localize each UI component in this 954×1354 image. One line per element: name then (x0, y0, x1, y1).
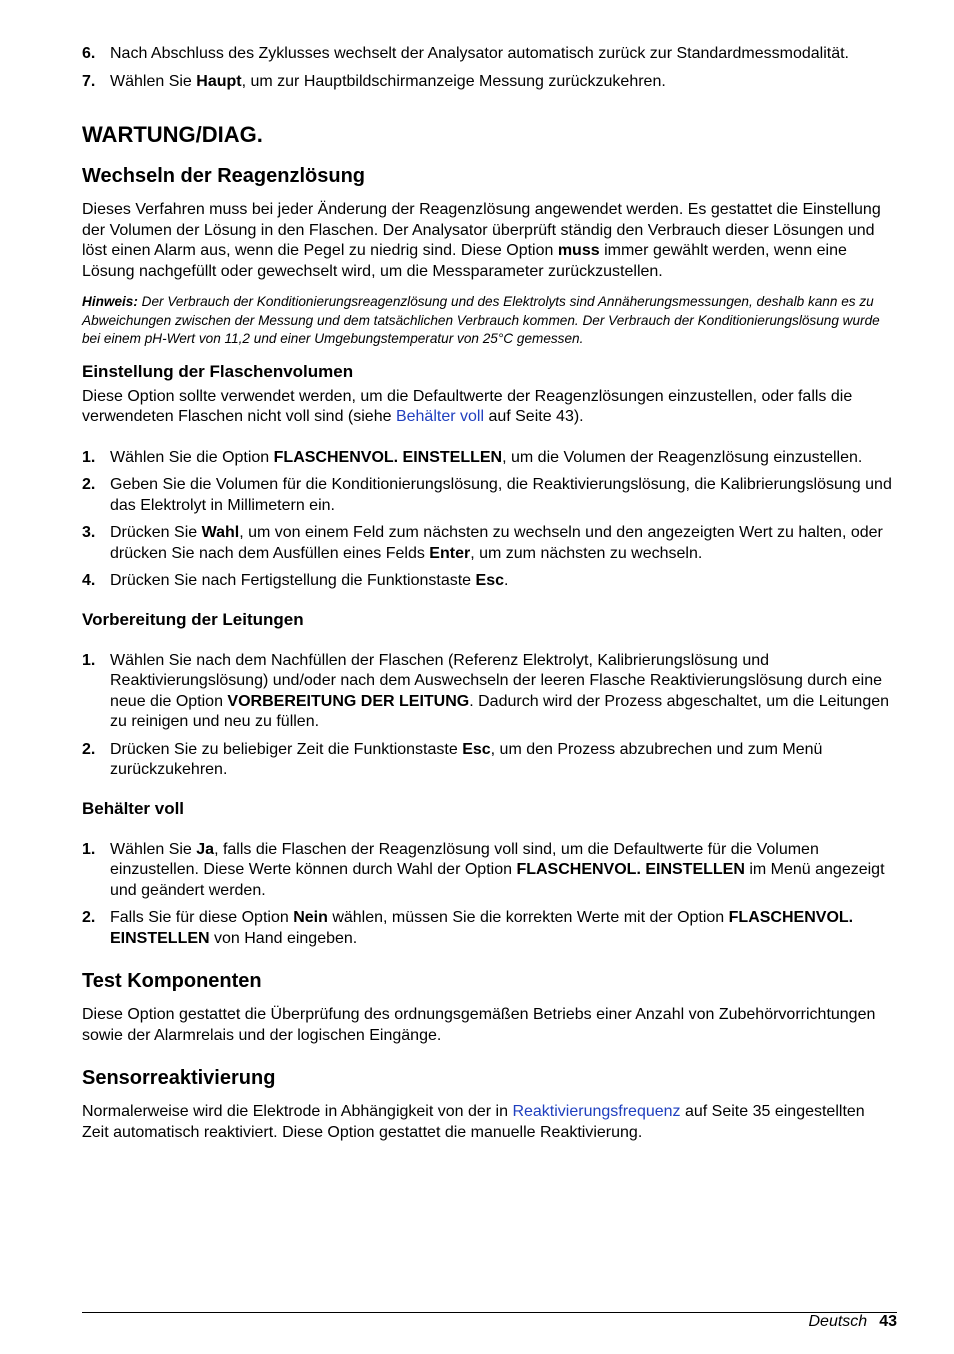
list-text: Drücken Sie Wahl, um von einem Feld zum nächsten zu wechseln und den angezeigten Wert zu halten, oder drücken Sie nach dem Ausfüllen eines Felds Enter, um zum nächsten zu wechseln. (110, 524, 883, 562)
list-number: 1. (82, 448, 96, 466)
list-item (82, 523, 892, 564)
heading-flaschenvolumen: Einstellung der Flaschenvolumen (82, 361, 354, 381)
list-item (82, 44, 892, 65)
paragraph-flaschenvolumen: Diese Option sollte verwendet werden, um die Defaultwerte der Reagenzlösungen einzustellen, oder falls die verwendeten Flaschen nicht voll sind (siehe Behälter voll auf Seite 43). (82, 387, 853, 425)
footer-language: Deutsch (808, 1313, 868, 1330)
page-footer (809, 1313, 898, 1331)
heading-behaelter-voll: Behälter voll (82, 798, 185, 818)
list-text: Wählen Sie Haupt, um zur Hauptbildschirmanzeige Messung zurückzukehren. (110, 72, 666, 90)
heading-reagenz: Wechseln der Reagenzlösung (82, 165, 366, 187)
heading-leitungen: Vorbereitung der Leitungen (82, 609, 304, 629)
list-item (82, 740, 892, 781)
list-text: Wählen Sie nach dem Nachfüllen der Flaschen (Referenz Elektrolyt, Kalibrierungslösung und Reaktivierungslösung) und/oder nach dem Auswechseln der leeren Flasche Reaktivierungslösung durch eine neue die Option VORBEREITUNG DER LEITUNG. Dadurch wird der Prozess abgeschaltet, um die Leitungen zu reinigen und neu zu füllen. (110, 651, 890, 730)
list-item (82, 475, 892, 516)
section-title: WARTUNG/DIAG. (82, 122, 263, 147)
list-item (82, 908, 892, 949)
heading-test-komponenten: Test Komponenten (82, 970, 262, 992)
list-item (82, 571, 892, 592)
list-number: 1. (82, 840, 96, 858)
list-number: 2. (82, 740, 96, 758)
list-number: 2. (82, 909, 96, 926)
paragraph-test-komponenten: Diese Option gestattet die Überprüfung des ordnungsgemäßen Betriebs einer Anzahl von Zubehörvorrichtungen sowie der Alarmrelais und der logischen Eingänge. (82, 1006, 876, 1044)
list-number: 2. (82, 476, 96, 493)
list-number: 4. (82, 572, 96, 589)
list-text: Wählen Sie Ja, falls die Flaschen der Reagenzlösung voll sind, um die Defaultwerte für die Volumen einzustellen. Diese Werte können durch Wahl der Option FLASCHENVOL. EINSTELLEN im Menü angezeigt und geändert werden. (110, 840, 885, 899)
list-number: 1. (82, 651, 96, 669)
page-content (82, 44, 892, 1143)
list-item (82, 72, 892, 93)
list-number: 3. (82, 524, 96, 541)
list-item (82, 840, 892, 902)
page-number: 43 (879, 1313, 897, 1330)
paragraph-sensorreaktivierung: Normalerweise wird die Elektrode in Abhängigkeit von der in Reaktivierungsfrequenz auf Seite 35 eingestellten Zeit automatisch reaktiviert. Diese Option gestattet die manuelle Reaktivierung. (82, 1103, 865, 1141)
list-text: Drücken Sie nach Fertigstellung die Funktionstaste Esc. (110, 572, 509, 589)
list-text: Falls Sie für diese Option Nein wählen, müssen Sie die korrekten Werte mit der Option FLASCHENVOL. EINSTELLEN von Hand eingeben. (110, 909, 854, 947)
link-reaktivierungsfrequenz[interactable]: Reaktivierungsfrequenz (512, 1103, 681, 1120)
list-text: Wählen Sie die Option FLASCHENVOL. EINSTELLEN, um die Volumen der Reagenzlösung einzustellen. (110, 448, 863, 466)
paragraph-reagenz: Dieses Verfahren muss bei jeder Änderung der Reagenzlösung angewendet werden. Es gestattet die Einstellung der Volumen der Lösung in den Flaschen. Der Analysator überprüft ständig den Verbrauch dieser Lösungen und löst einen Alarm aus, wenn die Pegel zu niedrig sind. Diese Option muss immer gewählt werden, wenn eine Lösung nachgefüllt oder gewechselt wird, um die Messparameter zurückzustellen. (82, 201, 881, 280)
list-text: Drücken Sie zu beliebiger Zeit die Funktionstaste Esc, um den Prozess abzubrechen und zum Menü zurückzukehren. (110, 740, 823, 778)
list-item (82, 448, 892, 469)
list-text: Geben Sie die Volumen für die Konditionierungslösung, die Reaktivierungslösung, die Kalibrierungslösung und das Elektrolyt in Millimetern ein. (110, 476, 892, 514)
list-number: 7. (82, 72, 96, 90)
heading-sensorreaktivierung: Sensorreaktivierung (82, 1067, 276, 1089)
list-number: 6. (82, 45, 96, 62)
list-item (82, 651, 892, 733)
footer-divider (82, 1312, 897, 1313)
list-text: Nach Abschluss des Zyklusses wechselt der Analysator automatisch zurück zur Standardmessmodalität. (110, 45, 849, 62)
link-behaelter-voll[interactable]: Behälter voll (395, 408, 484, 425)
note: Hinweis: Der Verbrauch der Konditionierungsreagenzlösung und des Elektrolyts sind Annäherungsmessungen, deshalb kann es zu Abweichungen zwischen der Messung und dem tatsächlichen Verbrauch kommen. Der Verbrauch der Konditionierungslösung wurde bei einem pH-Wert von 11,2 und einer Umgebungstemperatur von 25°C gemessen. (82, 294, 880, 346)
